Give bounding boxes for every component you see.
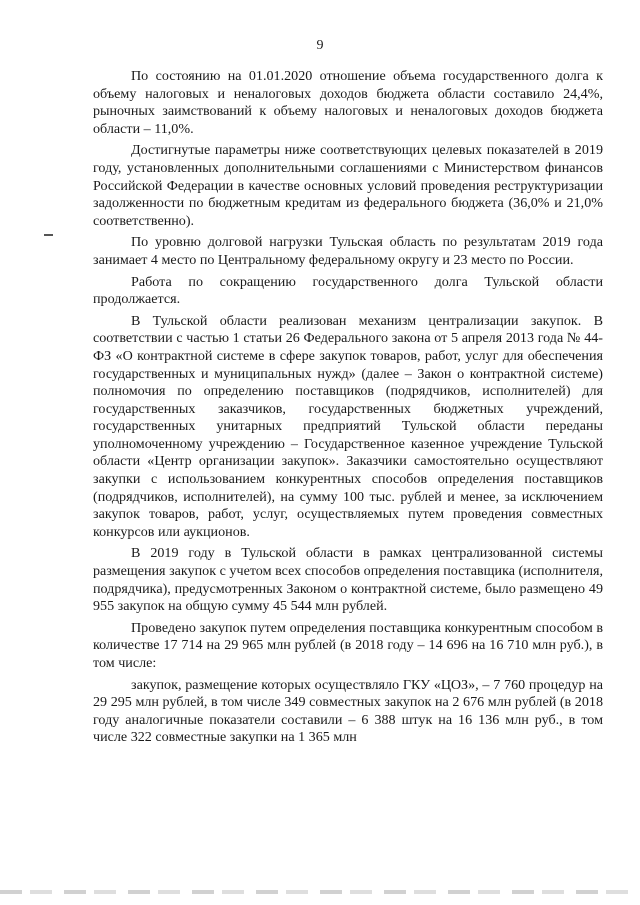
paragraph: Проведено закупок путем определения поставщика конкурентным способом в количестве 17 714 на 29 965 млн рублей (в 2018 году – 14 696 на 16 710 млн руб.), в том числе: [93,619,603,671]
paragraph: Достигнутые параметры ниже соответствующих целевых показателей в 2019 году, установленных дополнительными соглашениями с Министерством финансов Российской Федерации в качестве основных условий проведения реструктуризации задолженности по бюджетным кредитам из федерального бюджета (36,0% и 21,0% соответственно). [93,142,603,229]
paragraph: По уровню долговой нагрузки Тульская область по результатам 2019 года занимает 4 место по Центральному федеральному округу и 23 место по России. [93,234,603,268]
document-body [93,68,603,747]
paragraph: По состоянию на 01.01.2020 отношение объема государственного долга к объему налоговых и неналоговых доходов бюджета области составило 24,4%, рыночных заимствований к объему налоговых и неналоговых доходов бюджета области – 11,0%. [93,68,603,137]
page-number: 9 [316,38,324,53]
paragraph: Работа по сокращению государственного долга Тульской области продолжается. [93,273,603,308]
paragraph: закупок, размещение которых осуществляло ГКУ «ЦОЗ», – 7 760 процедур на 29 295 млн рублей, в том числе 349 совместных закупок на 2 676 млн рублей (в 2018 году аналогичные показатели составили – 6 388 штук на 16 136 млн руб., в том числе 322 совместные закупки на 1 365 млн [93,676,603,746]
scan-edge-artifact [0,890,640,894]
paragraph: В 2019 году в Тульской области в рамках централизованной системы размещения закупок с учетом всех способов определения поставщика (исполнителя, подрядчика), предусмотренных Законом о контрактной системе, было размещено 49 955 закупок на общую сумму 45 544 млн рублей. [93,545,603,615]
paragraph: В Тульской области реализован механизм централизации закупок. В соответствии с частью 1 статьи 26 Федерального закона от 5 апреля 2013 года № 44-ФЗ «О контрактной системе в сфере закупок товаров, работ, услуг для обеспечения государственных и муниципальных нужд» (далее – Закон о контрактной системе) полномочия по определению поставщиков (подрядчиков, исполнителей) для государственных заказчиков, государственных бюджетных учреждений, государственных унитарных предприятий Тульской области переданы уполномоченному учреждению – Государственное казенное учреждение Тульской области «Центр организации закупок». Заказчики самостоятельно осуществляют закупки с использованием конкурентных способов определения поставщиков (подрядчиков, исполнителей), на сумму 100 тыс. рублей и менее, за исключением закупок товаров, работ, услуг, осуществляемых путем проведения совместных конкурсов или аукционов. [93,312,603,540]
margin-mark [44,234,53,236]
